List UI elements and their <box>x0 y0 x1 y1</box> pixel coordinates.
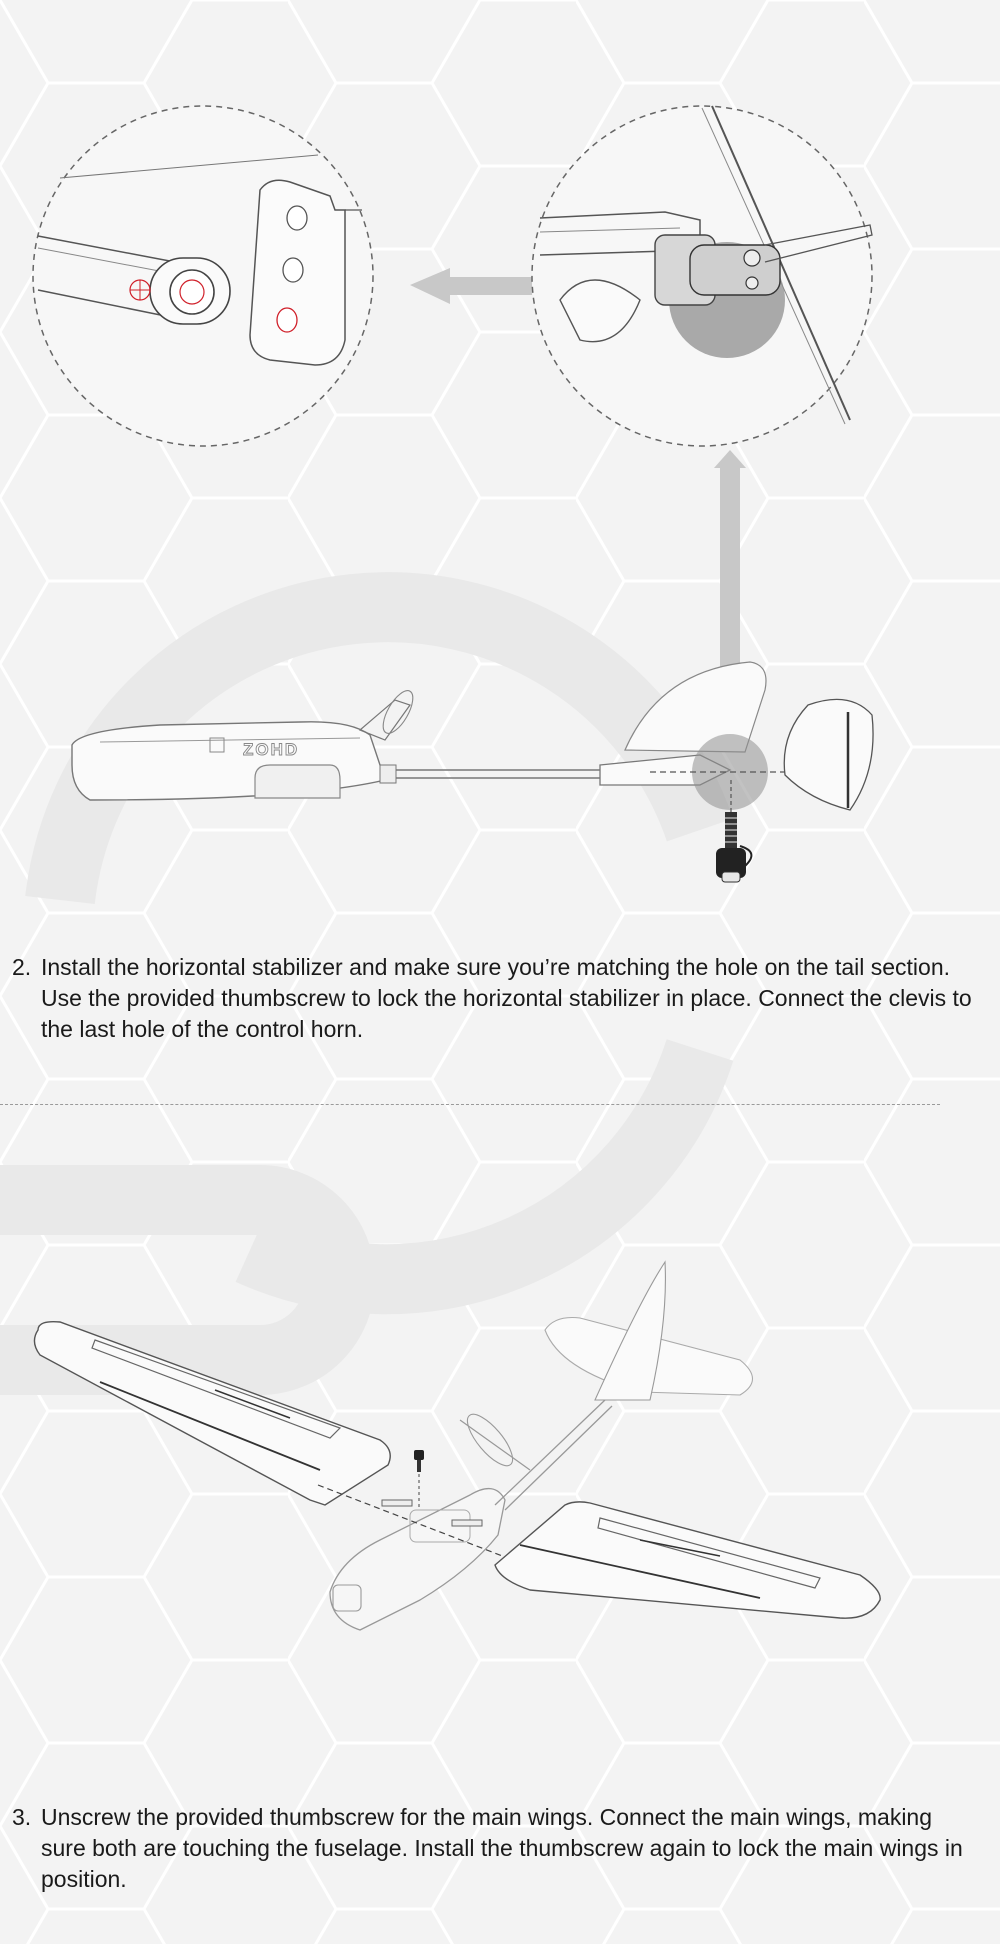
step-3-instruction <box>12 1802 972 1895</box>
tail-detail-view <box>532 106 872 446</box>
aircraft-side-view <box>72 662 873 882</box>
fuselage-logo: ZOHD <box>243 740 300 759</box>
step-number: 2. <box>12 954 32 980</box>
step-2-instruction <box>12 952 972 1045</box>
step-text: Install the horizontal stabilizer and make sure you’re matching the hole on the tail section. Use the provided thumbscrew to lock the horizontal stabilizer in place. Connect the clevis to the last hole of the control horn. <box>41 954 972 1042</box>
step-number: 3. <box>12 1804 32 1830</box>
clevis-detail-view <box>33 106 373 446</box>
section-divider <box>0 1104 940 1105</box>
step-text: Unscrew the provided thumbscrew for the main wings. Connect the main wings, making sure both are touching the fuselage. Install the thumbscrew again to lock the main wings in position. <box>41 1804 963 1892</box>
left-arrow <box>410 268 532 304</box>
wing-assembly-view <box>34 1262 880 1630</box>
